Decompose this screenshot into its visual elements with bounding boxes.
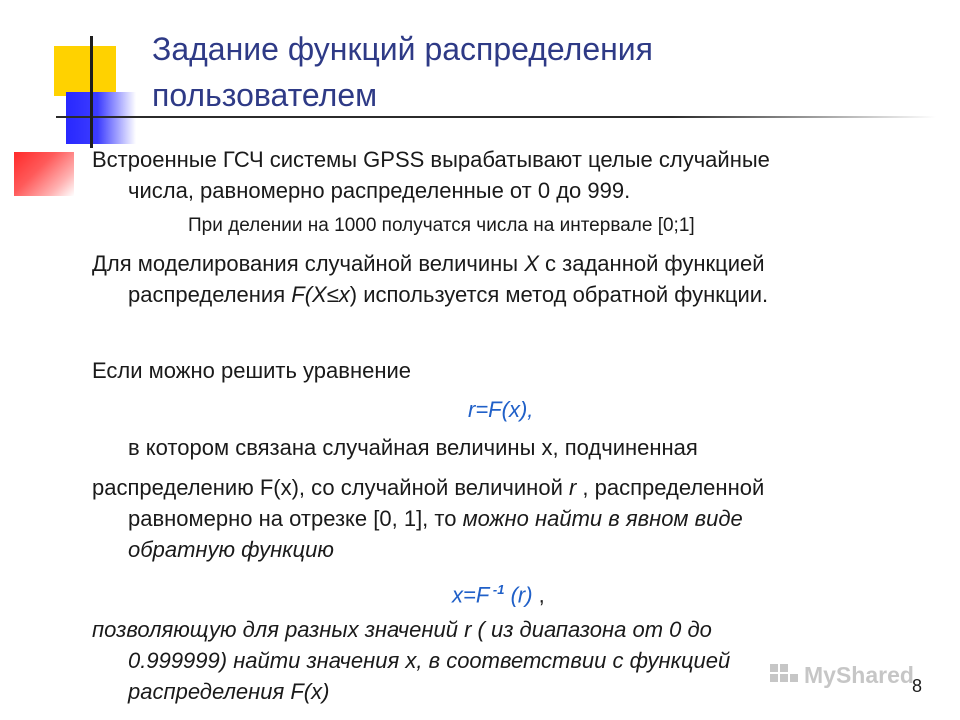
text-line: обратную функцию <box>128 537 334 562</box>
text-run: равномерно на отрезке [0, 1], то <box>128 506 463 531</box>
text-line <box>128 503 743 535</box>
variable-r: r <box>568 475 577 500</box>
text-line: Встроенные ГСЧ системы GPSS вырабатывают целые случайные <box>92 147 770 172</box>
eq-part: (x) <box>501 397 528 422</box>
page-number: 8 <box>912 676 923 696</box>
eq-part: (r) <box>504 582 533 608</box>
equation-r <box>468 394 533 426</box>
text-run-italic: можно найти в явном виде <box>462 506 743 531</box>
text-run: ) используется метод обратной функции. <box>349 282 769 307</box>
eq-superscript: -1 <box>489 582 505 597</box>
text-line-small: При делении на 1000 получатся числа на интервале [0;1] <box>188 215 695 236</box>
eq-part: x=F <box>452 582 490 608</box>
eq-part: , <box>527 397 534 422</box>
text-line: числа, равномерно распределенные от 0 до 999. <box>128 178 631 203</box>
text-line: 0.999999) найти значения x, в соответствии с функцией <box>128 648 731 673</box>
decor-blue-square <box>66 92 136 144</box>
text-run: Для моделирования случайной величины <box>92 251 525 276</box>
text-line: позволяющую для разных значений r ( из диапазона от 0 до <box>92 617 712 642</box>
text-run: распределению F(x), со случайной величиной <box>92 475 569 500</box>
text-line: в котором связана случайная величины x, подчиненная <box>128 435 698 460</box>
equation-inverse <box>452 574 545 611</box>
slide-title: Задание функций распределения пользователем <box>152 31 653 113</box>
eq-part: , <box>532 582 545 608</box>
eq-part: r=F <box>468 397 502 422</box>
text-line: Если можно решить уравнение <box>92 358 412 383</box>
watermark-logo-icon <box>768 660 800 690</box>
formula-inline: F(X≤x <box>291 282 350 307</box>
decor-vertical-line <box>90 36 93 148</box>
text-line: распределения F(x) <box>128 679 330 704</box>
text-run: распределения <box>128 282 292 307</box>
variable-x: X <box>524 251 539 276</box>
watermark-text: MyShared <box>804 662 914 688</box>
text-line <box>128 279 768 311</box>
text-line <box>92 472 764 504</box>
text-run: , распределенной <box>576 475 765 500</box>
decor-red-square <box>14 152 74 196</box>
text-line <box>92 248 765 280</box>
text-run: с заданной функцией <box>538 251 765 276</box>
watermark <box>768 660 922 690</box>
decor-yellow-square <box>54 46 116 96</box>
